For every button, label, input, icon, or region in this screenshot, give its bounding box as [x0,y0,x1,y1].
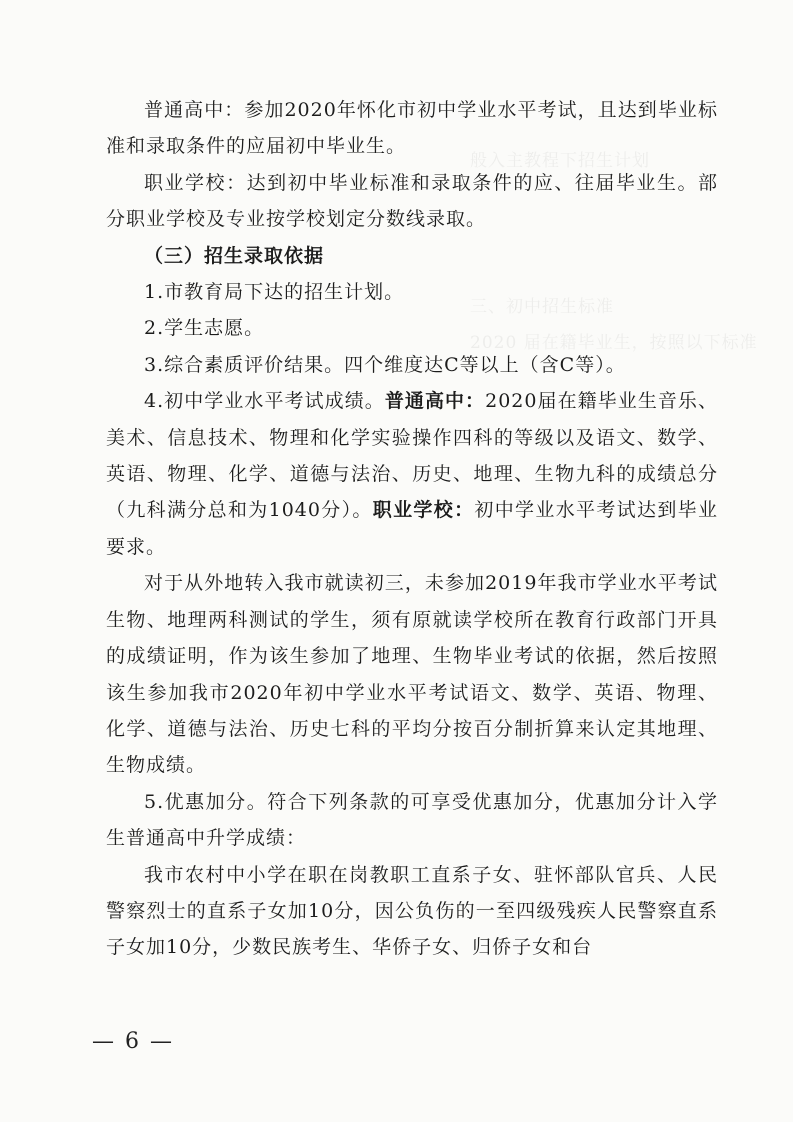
exam-scores-general-detail: 2020届在籍毕业生音乐、美术、信息技术、物理和化学实验操作四科的等级以及语文、数学、英语、物理、化学、道德与法治、历史、地理、生物九科的成绩总分（九科满分总和为1040分）。 [106,390,718,522]
section-heading-admission-basis: （三）招生录取依据 [144,244,325,267]
label-vocational-school: 职业学校： [372,499,475,522]
list-item-student-preference: 2.学生志愿。 [144,317,265,340]
list-item-quality-evaluation: 3.综合素质评价结果。四个维度达C等以上（含C等）。 [144,353,626,376]
list-item-exam-scores [106,383,718,565]
page-number: — 6 — [92,1029,174,1054]
paragraph-general-high-school: 普通高中：参加2020年怀化市初中学业水平考试，且达到毕业标准和录取条件的应届初中毕业生。 [106,99,718,158]
list-item-bonus-points: 5.优惠加分。符合下列条款的可享受优惠加分，优惠加分计入学生普通高中升学成绩： [106,790,718,850]
paragraph-bonus-details: 我市农村中小学在职在岗教职工直系子女、驻怀部队官兵、人民警察烈士的直系子女加10分，因公负伤的一至四级残疾人民警察直系子女加10分，少数民族考生、华侨子女、归侨子女和台 [106,863,718,959]
bleed-through-text: 2020 届在籍毕业生，按照以下标准 [470,333,758,353]
bleed-through-text: 三、初中招生标准 [470,297,614,317]
list-item-enrollment-plan: 1.市教育局下达的招生计划。 [144,281,405,304]
bleed-through-text: 般入主教程下招生计划 [470,151,650,171]
label-general-high-school: 普通高中： [384,390,486,413]
document-body [106,92,718,966]
exam-scores-lead: 4.初中学业水平考试成绩。 [144,390,385,413]
paragraph-vocational-school: 职业学校：达到初中毕业标准和录取条件的应、往届毕业生。部分职业学校及专业按学校划定分数线录取。 [106,171,718,231]
exam-scores-vocational-detail: 初中学业水平考试达到毕业要求。 [106,499,718,558]
paragraph-transfer-students: 对于从外地转入我市就读初三，未参加2019年我市学业水平考试生物、地理两科测试的学生，须有原就读学校所在教育行政部门开具的成绩证明，作为该生参加了地理、生物毕业考试的依据，然后按照该生参加我市2020年初中学业水平考试语文、数学、英语、物理、化学、道德与法治、历史七科的平均分按百分制折算来认定其地理、生物成绩。 [106,572,718,777]
